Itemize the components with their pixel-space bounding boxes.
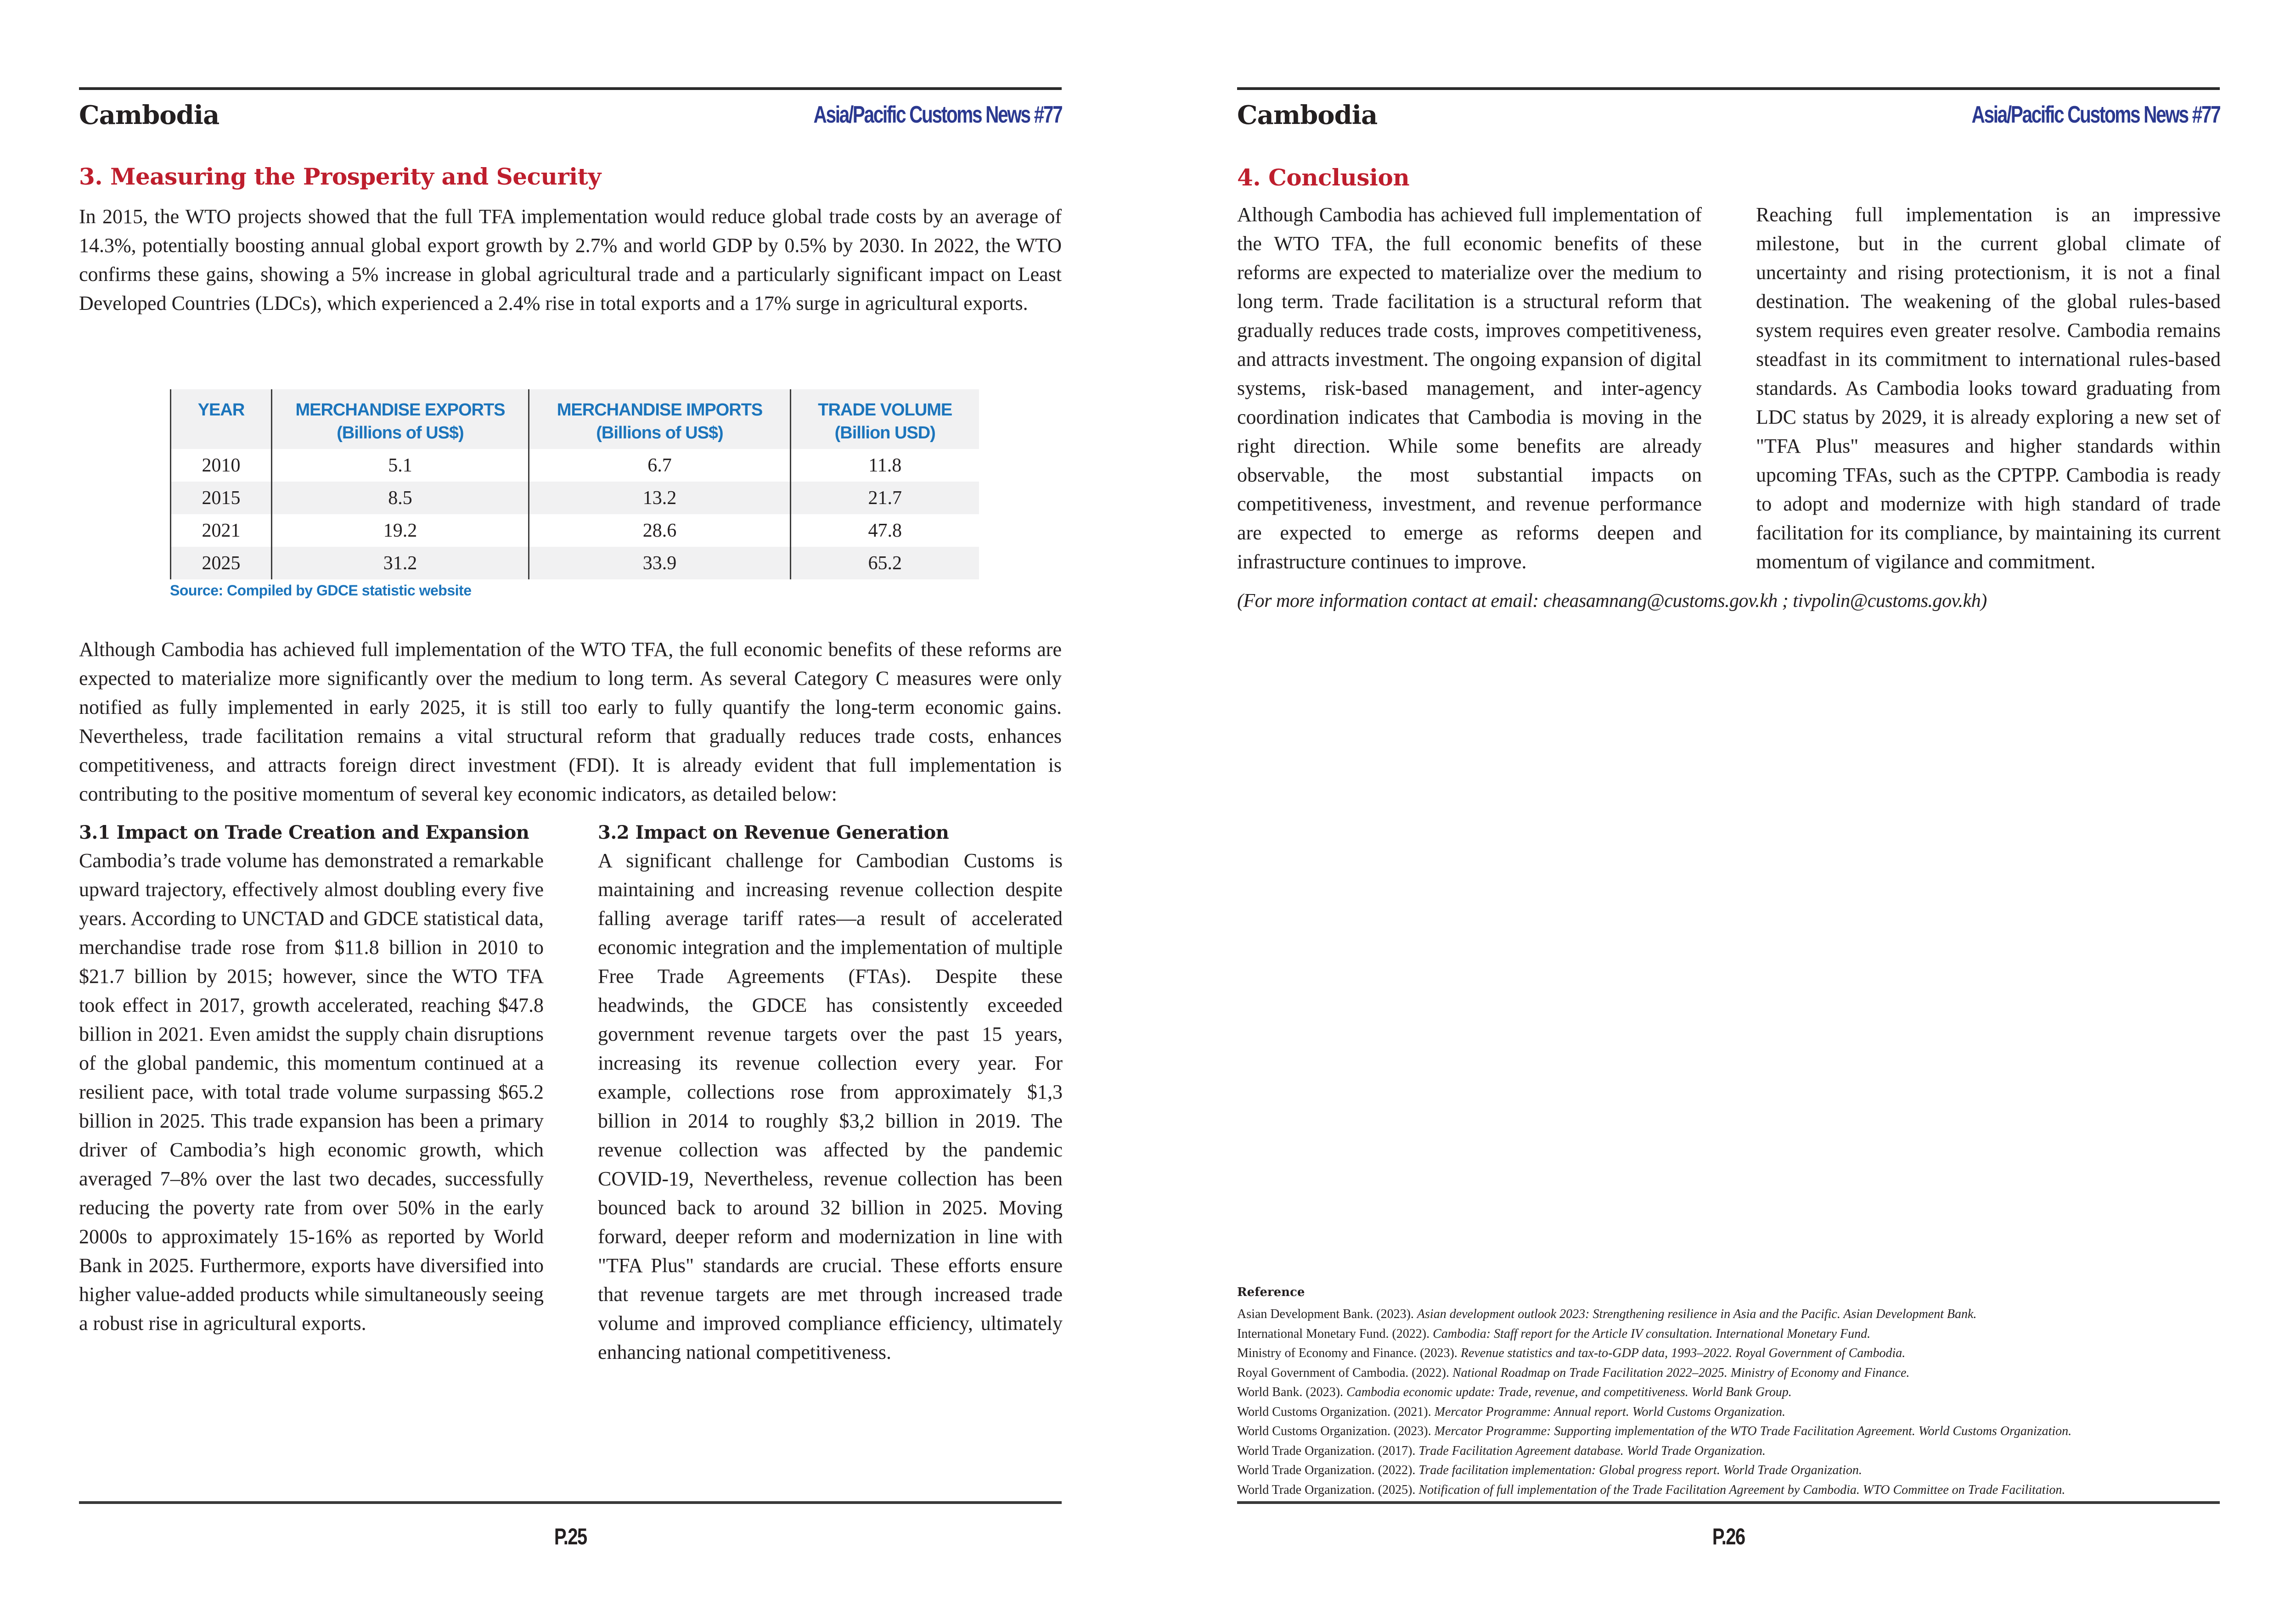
- table-row: [171, 514, 979, 547]
- cell-volume: 11.8: [791, 449, 979, 482]
- reference-item: World Bank. (2023). Cambodia economic update: Trade, revenue, and competitiveness. World Bank Group.: [1237, 1385, 1792, 1399]
- subsection-title-revenue: 3.2 Impact on Revenue Generation: [598, 822, 949, 843]
- column-header-exports: MERCHANDISE EXPORTS (Billions of US$): [272, 389, 529, 449]
- intro-paragraph: In 2015, the WTO projects showed that the full TFA implementation would reduce global trade costs by an average of 14.3%, potentially boosting annual global export growth by 2.7% and world GDP by 0.5% by 2030. In 2022, the WTO confirms these gains, showing a 5% increase in global agricultural trade and a particularly significant impact on Least Developed Countries (LDCs), which experienced a 2.4% rise in total exports and a 17% surge in agricultural exports.: [79, 205, 1062, 314]
- header-rule: [1237, 87, 2220, 90]
- table-header-row: [171, 389, 979, 449]
- reference-item: Royal Government of Cambodia. (2022). National Roadmap on Trade Facilitation 2022–2025. Ministry of Economy and Finance.: [1237, 1365, 1910, 1380]
- cell-volume: 21.7: [791, 482, 979, 514]
- footer-rule: [1237, 1501, 2220, 1504]
- reference-item: Asian Development Bank. (2023). Asian development outlook 2023: Strengthening resilience in Asia and the Pacific. Asian Development Bank.: [1237, 1307, 1977, 1321]
- running-header-publication: Asia/Pacific Customs News #77: [1971, 101, 2220, 128]
- page-number: P.26: [1712, 1524, 1745, 1549]
- cell-exports: 19.2: [272, 514, 529, 547]
- conclusion-column-1: Although Cambodia has achieved full implementation of the WTO TFA, the full economic benefits of these reforms are expected to materialize over the medium to long term. Trade facilitation is a structural reform that gradually reduces trade costs, improves competitiveness, and attracts investment. The ongoing expansion of digital systems, risk-based management, and inter-agency coordination indicates that Cambodia is moving in the right direction. While some benefits are already observable, the most substantial impacts on competitiveness, investment, and revenue performance are expected to emerge as reforms deepen and infrastructure continues to improve.: [1237, 203, 1702, 573]
- references-list: [1237, 1305, 2220, 1500]
- cell-exports: 31.2: [272, 547, 529, 579]
- reference-item: World Trade Organization. (2025). Notification of full implementation of the Trade Facilitation Agreement by Cambodia. WTO Committee on Trade Facilitation.: [1237, 1482, 2065, 1497]
- cell-volume: 47.8: [791, 514, 979, 547]
- page-number: P.25: [554, 1524, 587, 1549]
- subsection-title-trade: 3.1 Impact on Trade Creation and Expansion: [79, 822, 529, 843]
- column-header-trade-volume: TRADE VOLUME (Billion USD): [791, 389, 979, 449]
- reference-item: International Monetary Fund. (2022). Cambodia: Staff report for the Article IV consultation. International Monetary Fund.: [1237, 1326, 1871, 1341]
- conclusion-column-2: Reaching full implementation is an impressive milestone, but in the current global climate of uncertainty and rising protectionism, it is not a final destination. The weakening of the global rules-based system requires even greater resolve. Cambodia remains steadfast in its commitment to international rules-based standards. As Cambodia looks toward graduating from LDC status by 2029, it is already exploring a new set of "TFA Plus" measures and higher standards within upcoming TFAs, such as the CPTPP. Cambodia is ready to adopt and modernize with high standard of trade facilitation for its compliance, by maintaining its current momentum of vigilance and commitment.: [1756, 203, 2221, 573]
- reference-item: Ministry of Economy and Finance. (2023). Revenue statistics and tax-to-GDP data, 1993–2022. Royal Government of Cambodia.: [1237, 1346, 1906, 1360]
- body-paragraph: Although Cambodia has achieved full implementation of the WTO TFA, the full economic benefits of these reforms are expected to materialize more significantly over the medium to long term. As several Category C measures were only notified as fully implemented in early 2025, it is still too early to fully quantify the long-term economic gains. Nevertheless, trade facilitation remains a vital structural reform that gradually reduces trade costs, enhances competitiveness, and attracts foreign direct investment (FDI). It is already evident that full implementation is contributing to the positive momentum of several key economic indicators, as detailed below:: [79, 638, 1062, 805]
- page-25: [79, 0, 1062, 1610]
- references-title: Reference: [1237, 1285, 1305, 1299]
- header-rule: [79, 87, 1062, 90]
- cell-year: 2025: [171, 547, 272, 579]
- table-source-note: Source: Compiled by GDCE statistic website: [170, 582, 472, 599]
- running-header-country: Cambodia: [79, 100, 219, 130]
- cell-exports: 5.1: [272, 449, 529, 482]
- cell-imports: 13.2: [529, 482, 791, 514]
- reference-item: World Trade Organization. (2022). Trade facilitation implementation: Global progress report. World Trade Organization.: [1237, 1463, 1862, 1477]
- cell-imports: 6.7: [529, 449, 791, 482]
- table-row: [171, 449, 979, 482]
- cell-year: 2021: [171, 514, 272, 547]
- section-title: 4. Conclusion: [1237, 164, 1410, 191]
- cell-imports: 33.9: [529, 547, 791, 579]
- column-header-imports: MERCHANDISE IMPORTS (Billions of US$): [529, 389, 791, 449]
- subsection-text-trade: Cambodia’s trade volume has demonstrated a remarkable upward trajectory, effectively almost doubling every five years. According to UNCTAD and GDCE statistical data, merchandise trade rose from $11.8 billion in 2010 to $21.7 billion by 2015; however, since the WTO TFA took effect in 2017, growth accelerated, reaching $47.8 billion in 2021. Even amidst the supply chain disruptions of the global pandemic, this momentum continued at a resilient pace, with total trade volume surpassing $65.2 billion in 2025. This trade expansion has been a primary driver of Cambodia’s high economic growth, which averaged 7–8% over the last two decades, successfully reducing the poverty rate from over 50% in the early 2000s to approximately 15-16% as reported by World Bank in 2025. Furthermore, exports have diversified into higher value-added products while simultaneously seeing a robust rise in agricultural exports.: [79, 849, 544, 1335]
- reference-item: World Customs Organization. (2021). Mercator Programme: Annual report. World Customs Organization.: [1237, 1404, 1785, 1419]
- cell-imports: 28.6: [529, 514, 791, 547]
- cell-volume: 65.2: [791, 547, 979, 579]
- column-header-year: YEAR: [171, 389, 272, 449]
- cell-exports: 8.5: [272, 482, 529, 514]
- reference-item: World Trade Organization. (2017). Trade Facilitation Agreement database. World Trade Organization.: [1237, 1443, 1766, 1458]
- cell-year: 2015: [171, 482, 272, 514]
- trade-statistics-table: [170, 389, 979, 579]
- table-row: [171, 482, 979, 514]
- page-26: [1237, 0, 2220, 1610]
- subsection-text-revenue: A significant challenge for Cambodian Customs is maintaining and increasing revenue collection despite falling average tariff rates—a result of accelerated economic integration and the implementation of multiple Free Trade Agreements (FTAs). Despite these headwinds, the GDCE has consistently exceeded government revenue targets over the past 15 years, increasing its revenue collection every year. For example, collections rose from approximately $1,3 billion in 2014 to roughly $3,2 billion in 2019. The revenue collection was affected by the pandemic COVID-19, Nevertheless, revenue collection has been bounced back to around 32 billion in 2025. Moving forward, deeper reform and modernization in line with "TFA Plus" standards are crucial. These efforts ensure that revenue targets are met through increased trade volume and improved compliance efficiency, ultimately enhancing national competitiveness.: [598, 849, 1063, 1363]
- table-row: [171, 547, 979, 579]
- cell-year: 2010: [171, 449, 272, 482]
- running-header-publication: Asia/Pacific Customs News #77: [813, 101, 1062, 128]
- contact-note: (For more information contact at email: cheasamnang@customs.gov.kh ; tivpolin@customs.gov.kh): [1237, 590, 1987, 611]
- footer-rule: [79, 1501, 1062, 1504]
- reference-item: World Customs Organization. (2023). Mercator Programme: Supporting implementation of the WTO Trade Facilitation Agreement. World Customs Organization.: [1237, 1424, 2072, 1438]
- running-header-country: Cambodia: [1237, 100, 1378, 130]
- section-title: 3. Measuring the Prosperity and Security: [79, 163, 601, 190]
